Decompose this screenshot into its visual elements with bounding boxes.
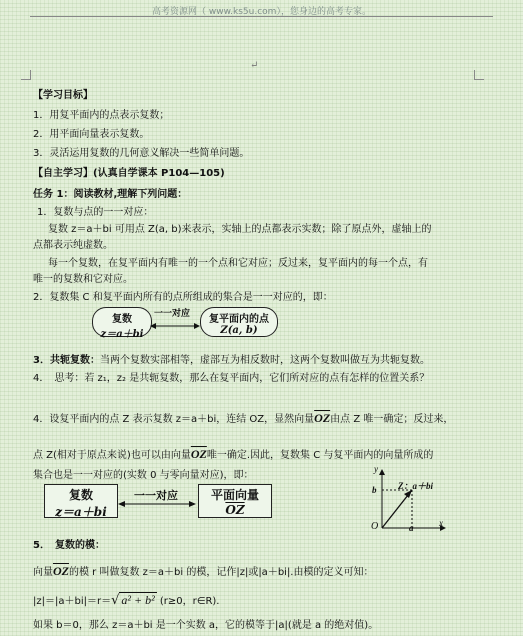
task1-title: 阅读教材,理解下列问题： [73, 189, 188, 200]
modulus-line3: 如果 b＝0，那么 z＝a＋bi 是一个实数 a，它的模等于|a|(就是 a 的绝对值)。 [33, 620, 379, 631]
vector-line2-a: 点 Z(相对于原点来说)也可以由向量 [33, 450, 191, 461]
graph-point-label: Z：a＋bi [398, 481, 433, 491]
vector-line2-b: 唯一确定.因此，复数集 C 与复平面内的向量所成的 [206, 450, 434, 461]
box-left-top: 复数 [68, 488, 93, 502]
item3-text: 当两个复数实部相等，虚部互为相反数时，这两个复数叫做互为共轭复数。 [99, 355, 430, 366]
crop-mark-right [474, 70, 484, 80]
goals-title: 【学习目标】 [33, 90, 93, 101]
vector-para-line1 [33, 410, 453, 426]
formula-radicand: a² + b² [121, 593, 155, 607]
vector-para-line2 [33, 446, 433, 462]
graph-a-label: a [409, 523, 414, 533]
item3-line [33, 351, 430, 366]
oval-right-bottom: Z(a, b) [220, 325, 258, 336]
plane-vector-box [198, 484, 272, 518]
complex-plane-point-oval [200, 307, 278, 337]
box-left-bottom: z＝a＋bi [55, 505, 107, 519]
complex-plane-graph [368, 466, 448, 536]
formula-right: (r≥0，r∈R). [159, 596, 220, 607]
goal-item-1: 1．用复平面内的点表示复数； [33, 110, 170, 121]
vector-oz-2: $\overline{OZ}$ [190, 447, 207, 461]
item4-text: 4． 思考：若 z₁，z₂ 是共轭复数，那么在复平面内，它们所对应的点有怎样的位置关系？ [33, 373, 430, 384]
modulus-line1-a: 向量 [33, 567, 53, 578]
task1-label: 任务 1： [33, 189, 74, 200]
oval-left-bottom: z＝a＋bi [100, 329, 144, 340]
complex-number-oval [92, 307, 152, 340]
vector-line1-b: 由点 Z 唯一确定；反过来， [330, 414, 454, 425]
oval-right-top: 复平面内的点 [209, 314, 269, 325]
item1-para2-line1: 每一个复数，在复平面内有唯一的一个点和它对应；反过来，复平面内的每一个点，有 [48, 258, 428, 269]
self-study-line [33, 164, 225, 179]
paragraph-mark: ↵ [250, 60, 259, 71]
sqrt-symbol: √ [111, 593, 120, 608]
item1-heading: 1．复数与点的一一对应： [37, 207, 154, 218]
self-study-title: 【自主学习】 [33, 168, 93, 179]
item3-label: 3．共轭复数： [33, 355, 100, 366]
modulus-formula [33, 592, 219, 608]
item2-text: 2．复数集 C 和复平面内所有的点所组成的集合是一一对应的，即： [33, 292, 333, 303]
oval-left-top: 复数 [112, 314, 132, 325]
goal-item-3: 3．灵活运用复数的几何意义解决一些简单问题。 [33, 148, 250, 159]
vector-oz-1: $\overline{OZ}$ [314, 411, 331, 425]
self-study-note: (认真自学课本 P104—105) [93, 168, 225, 179]
vector-oz-3: $\overline{OZ}$ [53, 564, 69, 578]
box-right-top: 平面向量 [210, 488, 259, 502]
goal-item-2: 2．用平面向量表示复数。 [33, 129, 150, 140]
crop-mark-left [21, 70, 31, 80]
page-header: 高考资源网（ www.ks5u.com），您身边的高考专家。 [152, 7, 371, 17]
graph-origin-label: O [371, 521, 379, 532]
vector-line1-a: 4．设复平面内的点 Z 表示复数 z＝a＋bi，连结 OZ，显然向量 [33, 414, 315, 425]
item1-para1-line2: 点都表示纯虚数。 [33, 240, 113, 251]
modulus-line1 [33, 563, 374, 579]
formula-left: |z|＝|a＋bi|＝r＝ [33, 596, 112, 607]
item5-heading: 5． 复数的模： [33, 540, 105, 551]
item1-para1-line1: 复数 z＝a＋bi 可用点 Z(a, b)来表示，实轴上的点都表示实数；除了原点外，虚轴上的 [48, 224, 432, 235]
modulus-line1-b: 的模 r 叫做复数 z＝a＋bi 的模，记作|z|或|a＋bi|.由模的定义可知： [69, 567, 374, 578]
graph-y-axis-label: y [374, 464, 378, 474]
graph-x-axis-label: x [439, 518, 443, 528]
graph-b-label: b [372, 485, 377, 495]
header-divider [30, 16, 493, 17]
item1-para2-line2: 唯一的复数和它对应。 [33, 274, 133, 285]
arrow-label-2: 一一对应 [134, 489, 178, 502]
vector-para-line3: 集合也是一一对应的(实数 0 与零向量对应)，即： [33, 470, 254, 481]
task1-line [33, 185, 187, 200]
box-right-bottom: $\overline{OZ}$ [225, 503, 245, 517]
arrow-label-1: 一一对应 [154, 309, 191, 319]
complex-number-box [44, 484, 118, 518]
